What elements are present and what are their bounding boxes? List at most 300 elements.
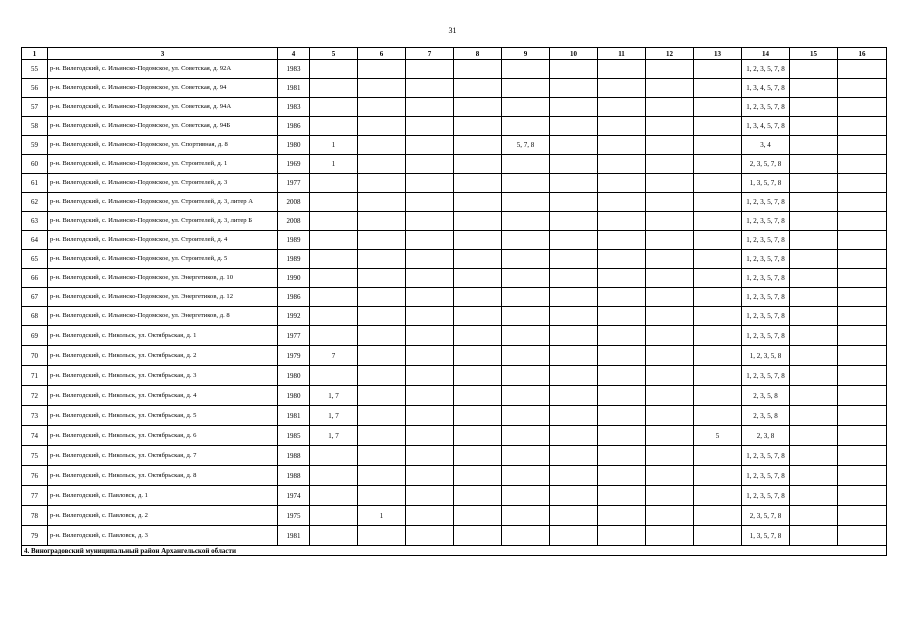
col-12-cell — [646, 506, 694, 526]
col-12-cell — [646, 486, 694, 506]
table-row — [22, 386, 887, 406]
col-16-cell — [838, 346, 887, 366]
col-6-cell — [358, 307, 406, 326]
col-8-cell — [454, 60, 502, 79]
header-cell: 7 — [406, 48, 454, 60]
col-15-cell — [790, 98, 838, 117]
col-9-cell — [502, 506, 550, 526]
year-cell: 1989 — [278, 250, 310, 269]
col-16-cell — [838, 526, 887, 546]
col-10-cell — [550, 98, 598, 117]
col-10-cell — [550, 406, 598, 426]
col-14-cell: 2, 3, 5, 7, 8 — [742, 155, 790, 174]
col-10-cell — [550, 155, 598, 174]
col-16-cell — [838, 193, 887, 212]
col-13-cell — [694, 60, 742, 79]
col-16-cell — [838, 426, 887, 446]
col-7-cell — [406, 346, 454, 366]
table-row — [22, 446, 887, 466]
col-12-cell — [646, 212, 694, 231]
col-8-cell — [454, 346, 502, 366]
col-12-cell — [646, 326, 694, 346]
col-11-cell — [598, 307, 646, 326]
col-13-cell — [694, 155, 742, 174]
col-6-cell — [358, 79, 406, 98]
col-6-cell — [358, 155, 406, 174]
col-10-cell — [550, 79, 598, 98]
col-6-cell — [358, 486, 406, 506]
col-11-cell — [598, 117, 646, 136]
col-14-cell: 1, 2, 3, 5, 7, 8 — [742, 366, 790, 386]
table-row — [22, 136, 887, 155]
col-14-cell: 1, 2, 3, 5, 7, 8 — [742, 231, 790, 250]
col-15-cell — [790, 366, 838, 386]
row-number-cell: 55 — [22, 60, 48, 79]
header-cell: 9 — [502, 48, 550, 60]
col-14-cell: 1, 2, 3, 5, 7, 8 — [742, 326, 790, 346]
col-14-cell: 1, 2, 3, 5, 7, 8 — [742, 288, 790, 307]
section-row — [22, 546, 887, 556]
header-cell: 1 — [22, 48, 48, 60]
col-13-cell — [694, 117, 742, 136]
address-cell: р-н. Вилегодский, с. Ильинско-Подомское, ул. Энергетиков, д. 12 — [48, 288, 278, 307]
col-11-cell — [598, 231, 646, 250]
col-10-cell — [550, 174, 598, 193]
col-8-cell — [454, 426, 502, 446]
table-row — [22, 486, 887, 506]
col-13-cell — [694, 307, 742, 326]
col-12-cell — [646, 117, 694, 136]
col-14-cell: 1, 2, 3, 5, 7, 8 — [742, 250, 790, 269]
row-number-cell: 70 — [22, 346, 48, 366]
row-number-cell: 59 — [22, 136, 48, 155]
col-15-cell — [790, 288, 838, 307]
col-12-cell — [646, 446, 694, 466]
col-12-cell — [646, 466, 694, 486]
col-7-cell — [406, 193, 454, 212]
table-row — [22, 506, 887, 526]
col-8-cell — [454, 250, 502, 269]
header-cell: 5 — [310, 48, 358, 60]
address-cell: р-н. Вилегодский, с. Никольск, ул. Октябрьская, д. 7 — [48, 446, 278, 466]
col-9-cell — [502, 174, 550, 193]
col-15-cell — [790, 117, 838, 136]
col-7-cell — [406, 155, 454, 174]
col-5-cell — [310, 446, 358, 466]
header-cell: 16 — [838, 48, 887, 60]
col-16-cell — [838, 231, 887, 250]
col-10-cell — [550, 386, 598, 406]
col-10-cell — [550, 326, 598, 346]
row-number-cell: 57 — [22, 98, 48, 117]
col-9-cell — [502, 193, 550, 212]
year-cell: 1986 — [278, 288, 310, 307]
row-number-cell: 69 — [22, 326, 48, 346]
year-cell: 2008 — [278, 193, 310, 212]
col-16-cell — [838, 212, 887, 231]
col-6-cell — [358, 446, 406, 466]
year-cell: 1983 — [278, 98, 310, 117]
year-cell: 1983 — [278, 60, 310, 79]
col-5-cell — [310, 366, 358, 386]
col-11-cell — [598, 60, 646, 79]
col-7-cell — [406, 79, 454, 98]
col-9-cell: 5, 7, 8 — [502, 136, 550, 155]
row-number-cell: 56 — [22, 79, 48, 98]
col-11-cell — [598, 174, 646, 193]
col-5-cell — [310, 526, 358, 546]
table-row — [22, 79, 887, 98]
col-10-cell — [550, 193, 598, 212]
col-12-cell — [646, 231, 694, 250]
col-15-cell — [790, 307, 838, 326]
col-8-cell — [454, 386, 502, 406]
col-14-cell: 1, 2, 3, 5, 8 — [742, 346, 790, 366]
header-cell: 11 — [598, 48, 646, 60]
col-16-cell — [838, 174, 887, 193]
col-12-cell — [646, 386, 694, 406]
address-cell: р-н. Вилегодский, с. Никольск, ул. Октябрьская, д. 4 — [48, 386, 278, 406]
col-16-cell — [838, 117, 887, 136]
col-13-cell — [694, 288, 742, 307]
col-5-cell — [310, 174, 358, 193]
col-5-cell — [310, 269, 358, 288]
col-13-cell — [694, 326, 742, 346]
col-11-cell — [598, 79, 646, 98]
col-5-cell — [310, 486, 358, 506]
year-cell: 1980 — [278, 366, 310, 386]
col-10-cell — [550, 307, 598, 326]
header-row — [22, 48, 887, 60]
col-13-cell — [694, 346, 742, 366]
col-16-cell — [838, 386, 887, 406]
col-5-cell: 1, 7 — [310, 386, 358, 406]
year-cell: 1986 — [278, 117, 310, 136]
col-15-cell — [790, 346, 838, 366]
col-12-cell — [646, 155, 694, 174]
col-9-cell — [502, 307, 550, 326]
col-10-cell — [550, 486, 598, 506]
col-13-cell — [694, 212, 742, 231]
col-8-cell — [454, 174, 502, 193]
col-8-cell — [454, 231, 502, 250]
col-5-cell: 1, 7 — [310, 406, 358, 426]
col-5-cell — [310, 98, 358, 117]
table-row — [22, 269, 887, 288]
header-cell: 14 — [742, 48, 790, 60]
row-number-cell: 64 — [22, 231, 48, 250]
col-6-cell — [358, 326, 406, 346]
col-9-cell — [502, 250, 550, 269]
address-cell: р-н. Вилегодский, с. Ильинско-Подомское, ул. Строителей, д. 3, литер А — [48, 193, 278, 212]
col-7-cell — [406, 250, 454, 269]
col-14-cell: 1, 3, 4, 5, 7, 8 — [742, 79, 790, 98]
col-14-cell: 1, 2, 3, 5, 7, 8 — [742, 486, 790, 506]
col-6-cell — [358, 60, 406, 79]
row-number-cell: 74 — [22, 426, 48, 446]
col-10-cell — [550, 117, 598, 136]
address-cell: р-н. Вилегодский, с. Ильинско-Подомское, ул. Спортивная, д. 8 — [48, 136, 278, 155]
col-14-cell: 3, 4 — [742, 136, 790, 155]
col-13-cell — [694, 98, 742, 117]
table-row — [22, 426, 887, 446]
col-14-cell: 1, 2, 3, 5, 7, 8 — [742, 307, 790, 326]
col-13-cell — [694, 446, 742, 466]
col-9-cell — [502, 486, 550, 506]
col-8-cell — [454, 466, 502, 486]
col-5-cell: 1 — [310, 155, 358, 174]
col-15-cell — [790, 155, 838, 174]
col-7-cell — [406, 307, 454, 326]
address-cell: р-н. Вилегодский, с. Ильинско-Подомское, ул. Строителей, д. 3 — [48, 174, 278, 193]
table-row — [22, 466, 887, 486]
col-15-cell — [790, 486, 838, 506]
col-12-cell — [646, 79, 694, 98]
col-5-cell — [310, 250, 358, 269]
col-5-cell: 1, 7 — [310, 426, 358, 446]
table-row — [22, 346, 887, 366]
col-8-cell — [454, 269, 502, 288]
col-13-cell — [694, 193, 742, 212]
col-8-cell — [454, 307, 502, 326]
row-number-cell: 60 — [22, 155, 48, 174]
address-cell: р-н. Вилегодский, с. Ильинско-Подомское, ул. Советская, д. 94 — [48, 79, 278, 98]
col-14-cell: 1, 3, 4, 5, 7, 8 — [742, 117, 790, 136]
row-number-cell: 58 — [22, 117, 48, 136]
col-5-cell — [310, 212, 358, 231]
col-10-cell — [550, 269, 598, 288]
col-11-cell — [598, 486, 646, 506]
table-row — [22, 326, 887, 346]
col-10-cell — [550, 366, 598, 386]
col-5-cell — [310, 506, 358, 526]
row-number-cell: 77 — [22, 486, 48, 506]
col-9-cell — [502, 386, 550, 406]
row-number-cell: 62 — [22, 193, 48, 212]
year-cell: 2008 — [278, 212, 310, 231]
register-table — [21, 47, 887, 556]
col-6-cell — [358, 366, 406, 386]
col-15-cell — [790, 406, 838, 426]
col-15-cell — [790, 466, 838, 486]
col-11-cell — [598, 326, 646, 346]
table-row — [22, 366, 887, 386]
col-14-cell: 1, 2, 3, 5, 7, 8 — [742, 212, 790, 231]
col-12-cell — [646, 98, 694, 117]
address-cell: р-н. Вилегодский, с. Ильинско-Подомское, ул. Советская, д. 94Б — [48, 117, 278, 136]
col-14-cell: 1, 2, 3, 5, 7, 8 — [742, 98, 790, 117]
header-cell: 3 — [48, 48, 278, 60]
col-10-cell — [550, 288, 598, 307]
col-9-cell — [502, 212, 550, 231]
col-7-cell — [406, 288, 454, 307]
row-number-cell: 73 — [22, 406, 48, 426]
col-9-cell — [502, 366, 550, 386]
col-11-cell — [598, 98, 646, 117]
col-14-cell: 2, 3, 5, 7, 8 — [742, 506, 790, 526]
col-16-cell — [838, 506, 887, 526]
col-13-cell — [694, 231, 742, 250]
col-15-cell — [790, 269, 838, 288]
col-12-cell — [646, 250, 694, 269]
header-cell: 13 — [694, 48, 742, 60]
col-13-cell — [694, 366, 742, 386]
col-16-cell — [838, 486, 887, 506]
col-16-cell — [838, 98, 887, 117]
row-number-cell: 66 — [22, 269, 48, 288]
col-15-cell — [790, 446, 838, 466]
row-number-cell: 79 — [22, 526, 48, 546]
year-cell: 1981 — [278, 79, 310, 98]
col-13-cell — [694, 486, 742, 506]
col-8-cell — [454, 136, 502, 155]
col-8-cell — [454, 526, 502, 546]
col-14-cell: 2, 3, 5, 8 — [742, 406, 790, 426]
col-11-cell — [598, 506, 646, 526]
row-number-cell: 78 — [22, 506, 48, 526]
col-9-cell — [502, 79, 550, 98]
col-14-cell: 1, 3, 5, 7, 8 — [742, 174, 790, 193]
col-7-cell — [406, 326, 454, 346]
col-11-cell — [598, 155, 646, 174]
year-cell: 1990 — [278, 269, 310, 288]
col-9-cell — [502, 326, 550, 346]
table-body — [22, 60, 887, 546]
col-15-cell — [790, 136, 838, 155]
year-cell: 1988 — [278, 446, 310, 466]
col-7-cell — [406, 366, 454, 386]
col-16-cell — [838, 307, 887, 326]
col-7-cell — [406, 406, 454, 426]
header-cell: 15 — [790, 48, 838, 60]
col-7-cell — [406, 117, 454, 136]
col-7-cell — [406, 269, 454, 288]
col-5-cell — [310, 79, 358, 98]
col-6-cell — [358, 136, 406, 155]
col-12-cell — [646, 307, 694, 326]
col-11-cell — [598, 288, 646, 307]
col-6-cell — [358, 193, 406, 212]
col-5-cell — [310, 193, 358, 212]
col-11-cell — [598, 406, 646, 426]
col-9-cell — [502, 446, 550, 466]
col-8-cell — [454, 406, 502, 426]
col-6-cell — [358, 174, 406, 193]
col-11-cell — [598, 366, 646, 386]
col-15-cell — [790, 212, 838, 231]
col-14-cell: 1, 2, 3, 5, 7, 8 — [742, 466, 790, 486]
table-row — [22, 212, 887, 231]
table-row — [22, 174, 887, 193]
col-16-cell — [838, 288, 887, 307]
row-number-cell: 63 — [22, 212, 48, 231]
col-16-cell — [838, 60, 887, 79]
col-13-cell — [694, 466, 742, 486]
col-11-cell — [598, 212, 646, 231]
col-8-cell — [454, 193, 502, 212]
year-cell: 1989 — [278, 231, 310, 250]
col-7-cell — [406, 386, 454, 406]
col-9-cell — [502, 406, 550, 426]
col-6-cell — [358, 406, 406, 426]
section-title: 4. Виноградовский муниципальный район Архангельской области — [22, 546, 887, 556]
col-7-cell — [406, 98, 454, 117]
col-6-cell — [358, 466, 406, 486]
col-10-cell — [550, 250, 598, 269]
year-cell: 1974 — [278, 486, 310, 506]
address-cell: р-н. Вилегодский, с. Ильинско-Подомское, ул. Строителей, д. 4 — [48, 231, 278, 250]
col-10-cell — [550, 506, 598, 526]
col-10-cell — [550, 466, 598, 486]
col-11-cell — [598, 466, 646, 486]
col-11-cell — [598, 269, 646, 288]
col-10-cell — [550, 60, 598, 79]
col-14-cell: 1, 2, 3, 5, 7, 8 — [742, 269, 790, 288]
row-number-cell: 75 — [22, 446, 48, 466]
col-5-cell — [310, 466, 358, 486]
col-14-cell: 1, 3, 5, 7, 8 — [742, 526, 790, 546]
table-row — [22, 526, 887, 546]
col-11-cell — [598, 426, 646, 446]
col-10-cell — [550, 136, 598, 155]
col-13-cell — [694, 406, 742, 426]
col-11-cell — [598, 346, 646, 366]
col-9-cell — [502, 526, 550, 546]
col-5-cell — [310, 307, 358, 326]
year-cell: 1981 — [278, 526, 310, 546]
col-16-cell — [838, 446, 887, 466]
address-cell: р-н. Вилегодский, с. Ильинско-Подомское, ул. Энергетиков, д. 8 — [48, 307, 278, 326]
row-number-cell: 76 — [22, 466, 48, 486]
table-row — [22, 98, 887, 117]
address-cell: р-н. Вилегодский, с. Павловск, д. 2 — [48, 506, 278, 526]
col-7-cell — [406, 426, 454, 446]
col-7-cell — [406, 506, 454, 526]
col-6-cell — [358, 231, 406, 250]
table-row — [22, 288, 887, 307]
col-11-cell — [598, 250, 646, 269]
col-9-cell — [502, 269, 550, 288]
address-cell: р-н. Вилегодский, с. Никольск, ул. Октябрьская, д. 5 — [48, 406, 278, 426]
col-9-cell — [502, 117, 550, 136]
col-16-cell — [838, 366, 887, 386]
col-16-cell — [838, 326, 887, 346]
col-13-cell — [694, 526, 742, 546]
col-12-cell — [646, 288, 694, 307]
col-16-cell — [838, 269, 887, 288]
col-6-cell — [358, 250, 406, 269]
col-11-cell — [598, 193, 646, 212]
col-9-cell — [502, 288, 550, 307]
address-cell: р-н. Вилегодский, с. Никольск, ул. Октябрьская, д. 1 — [48, 326, 278, 346]
col-15-cell — [790, 60, 838, 79]
col-9-cell — [502, 346, 550, 366]
address-cell: р-н. Вилегодский, с. Ильинско-Подомское, ул. Советская, д. 92А — [48, 60, 278, 79]
col-5-cell: 1 — [310, 136, 358, 155]
col-9-cell — [502, 426, 550, 446]
col-16-cell — [838, 406, 887, 426]
col-11-cell — [598, 386, 646, 406]
col-12-cell — [646, 366, 694, 386]
col-5-cell — [310, 60, 358, 79]
col-15-cell — [790, 386, 838, 406]
address-cell: р-н. Вилегодский, с. Никольск, ул. Октябрьская, д. 2 — [48, 346, 278, 366]
address-cell: р-н. Вилегодский, с. Ильинско-Подомское, ул. Советская, д. 94А — [48, 98, 278, 117]
year-cell: 1979 — [278, 346, 310, 366]
year-cell: 1977 — [278, 174, 310, 193]
col-6-cell — [358, 526, 406, 546]
year-cell: 1980 — [278, 136, 310, 155]
